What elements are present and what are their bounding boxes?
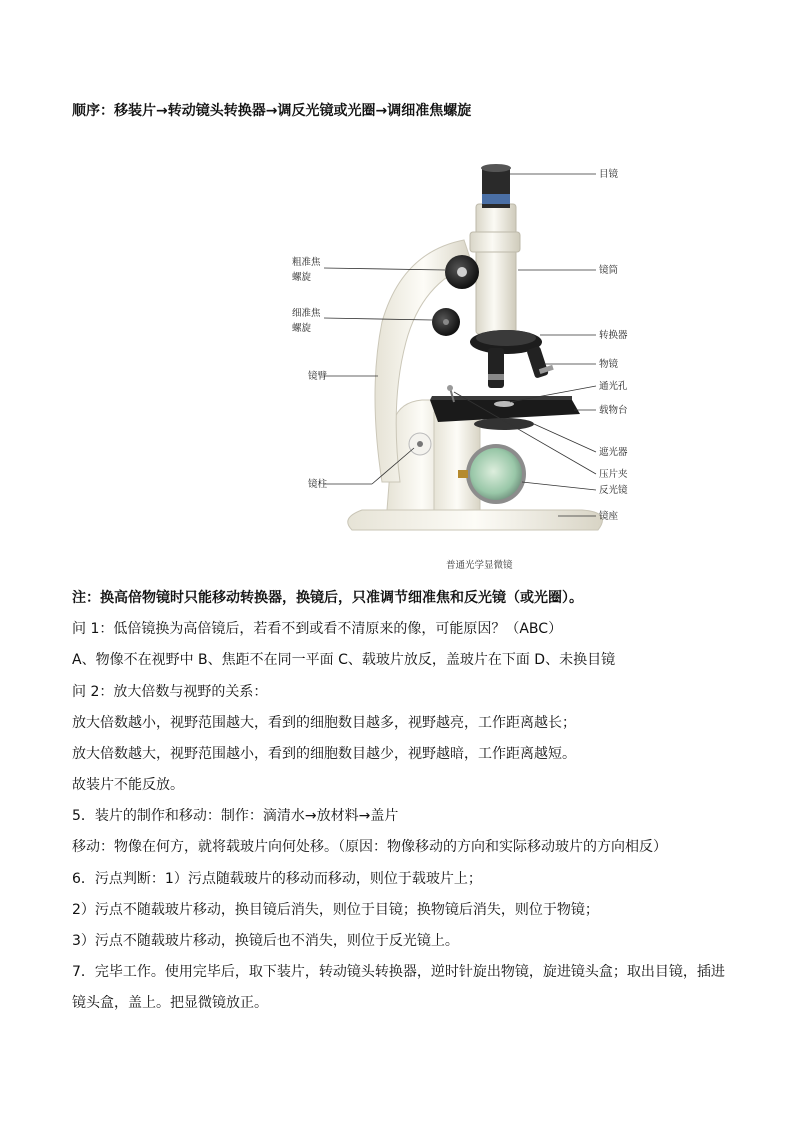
section-7-line-2: 镜头盒，盖上。把显微镜放正。 [72,995,268,1011]
section-5-move: 移动：物像在何方，就将载玻片向何处移。（原因：物像移动的方向和实际移动玻片的方向相反） [72,839,667,855]
figure-caption: 普通光学显微镜 [446,560,513,571]
question-2-point-b: 放大倍数越大，视野范围越小，看到的细胞数目越少，视野越暗，工作距离越短。 [72,746,576,762]
label-base: 镜座 [599,511,619,522]
section-6-item-3: 3）污点不随载玻片移动，换镜后也不消失，则位于反光镜上。 [72,933,459,949]
label-tube: 镜筒 [599,265,619,276]
label-clip: 压片夹 [599,469,628,480]
question-2: 问 2：放大倍数与视野的关系： [72,684,268,700]
question-2-point-a: 放大倍数越小，视野范围越大，看到的细胞数目越多，视野越亮，工作距离越长； [72,715,576,731]
label-nosepiece: 转换器 [599,330,628,341]
label-coarse-1: 粗准焦 [292,257,321,268]
microscope-figure [282,152,644,538]
note-line: 注：换高倍物镜时只能移动转换器，换镜后，只准调节细准焦和反光镜（或光圈）。 [72,590,583,606]
question-1-options: A、物像不在视野中 B、焦距不在同一平面 C、载玻片放反，盖玻片在下面 D、未换目镜 [72,652,616,668]
label-stage: 载物台 [599,405,628,416]
eyepiece-top [481,164,511,172]
section-6-item-2: 2）污点不随载玻片移动，换目镜后消失，则位于目镜；换物镜后消失，则位于物镜； [72,902,599,918]
label-eyepiece: 目镜 [599,169,619,180]
tube-collar [470,232,520,252]
section-5: 5．装片的制作和移动：制作：滴清水→放材料→盖片 [72,808,399,824]
label-arm: 镜臂 [308,371,328,382]
order-line: 顺序：移装片→转动镜头转换器→调反光镜或光圈→调细准焦螺旋 [72,103,472,119]
diaphragm-shape [474,418,534,430]
label-fine-2: 螺旋 [292,323,312,334]
section-6: 6．污点判断：1）污点随载玻片的移动而移动，则位于载玻片上； [72,871,482,887]
base-shape [348,510,603,530]
question-2-conclusion: 故装片不能反放。 [72,777,184,793]
objective-1 [488,348,504,388]
label-aperture-hole: 通光孔 [599,381,628,392]
section-7-line-1: 7．完毕工作。使用完毕后，取下装片，转动镜头转换器，逆时针旋出物镜，旋进镜头盒；取出目镜，插进 [72,964,725,980]
label-diaphragm: 遮光器 [599,447,628,458]
question-1: 问 1：低倍镜换为高倍镜后，若看不到或看不清原来的像，可能原因？（ABC） [72,621,563,637]
label-pillar: 镜柱 [308,479,328,490]
label-fine-1: 细准焦 [292,308,321,319]
tube-shape [476,204,516,334]
label-objective: 物镜 [599,359,619,370]
microscope-diagram [282,152,644,538]
label-mirror: 反光镜 [599,485,628,496]
objective-2 [526,346,549,379]
label-coarse-2: 螺旋 [292,272,312,283]
